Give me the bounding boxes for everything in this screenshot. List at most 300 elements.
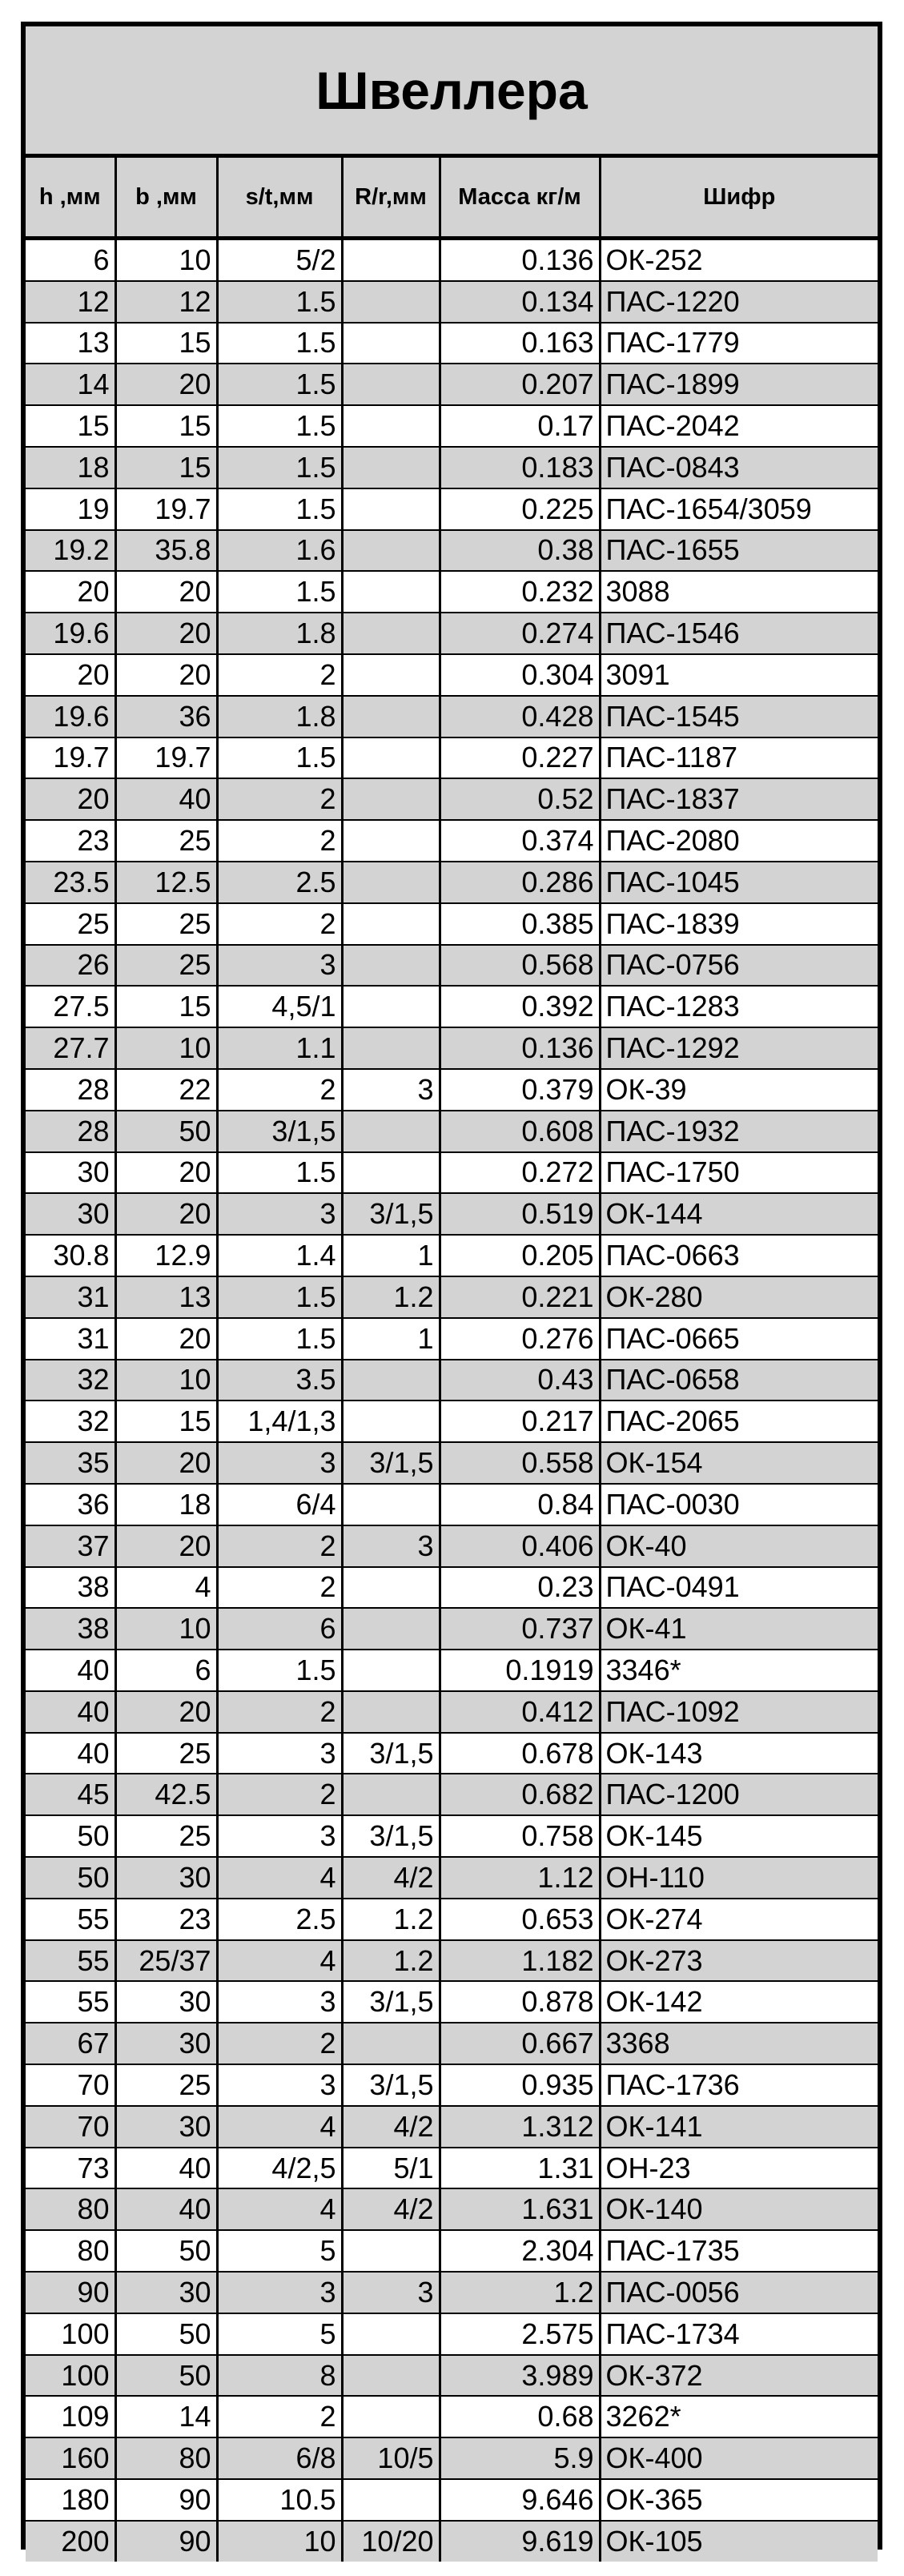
cell-mass: 0.52 <box>440 778 600 820</box>
cell-s-t: 6/8 <box>217 2437 342 2479</box>
cell-mass: 0.737 <box>440 1608 600 1650</box>
cell-s-t: 1.5 <box>217 1276 342 1318</box>
cell-code: ПАС-1045 <box>600 862 878 903</box>
cell-h: 67 <box>26 2023 115 2064</box>
table-row <box>26 1608 878 1650</box>
table-row <box>26 2479 878 2521</box>
cell-r <box>342 571 440 613</box>
cell-b: 20 <box>115 1525 217 1567</box>
table-row <box>26 530 878 572</box>
cell-s-t: 3 <box>217 1442 342 1484</box>
cell-code: ПАС-0663 <box>600 1235 878 1276</box>
cell-h: 109 <box>26 2396 115 2437</box>
cell-b: 40 <box>115 778 217 820</box>
cell-mass: 0.274 <box>440 613 600 654</box>
cell-mass: 0.758 <box>440 1815 600 1857</box>
cell-code: ПАС-0756 <box>600 945 878 987</box>
cell-b: 22 <box>115 1069 217 1111</box>
cell-r: 3/1,5 <box>342 1815 440 1857</box>
cell-b: 25 <box>115 903 217 945</box>
cell-h: 30 <box>26 1193 115 1235</box>
cell-code: 3368 <box>600 2023 878 2064</box>
cell-code: ПАС-0665 <box>600 1318 878 1360</box>
cell-mass: 0.225 <box>440 488 600 530</box>
cell-r: 3 <box>342 2272 440 2313</box>
cell-r <box>342 2313 440 2355</box>
cell-s-t: 1.5 <box>217 364 342 405</box>
cell-h: 27.7 <box>26 1027 115 1069</box>
cell-b: 90 <box>115 2479 217 2521</box>
table-row <box>26 1111 878 1152</box>
cell-r <box>342 281 440 323</box>
table-row <box>26 1276 878 1318</box>
table-row <box>26 1193 878 1235</box>
cell-mass: 0.17 <box>440 405 600 447</box>
cell-b: 25 <box>115 1733 217 1774</box>
cell-b: 19.7 <box>115 737 217 779</box>
cell-mass: 1.182 <box>440 1940 600 1982</box>
cell-code: ПАС-0030 <box>600 1484 878 1525</box>
cell-r <box>342 2023 440 2064</box>
cell-mass: 0.935 <box>440 2064 600 2106</box>
cell-code: ОК-40 <box>600 1525 878 1567</box>
cell-code: ПАС-1220 <box>600 281 878 323</box>
cell-b: 10 <box>115 1608 217 1650</box>
cell-s-t: 1.5 <box>217 447 342 488</box>
cell-r <box>342 986 440 1027</box>
cell-code: ОК-144 <box>600 1193 878 1235</box>
cell-s-t: 1.5 <box>217 488 342 530</box>
cell-b: 10 <box>115 1027 217 1069</box>
cell-r: 5/1 <box>342 2148 440 2189</box>
cell-r <box>342 405 440 447</box>
table-row <box>26 1442 878 1484</box>
cell-r <box>342 447 440 488</box>
cell-code: ОК-280 <box>600 1276 878 1318</box>
cell-b: 30 <box>115 1857 217 1899</box>
cell-r <box>342 2230 440 2272</box>
cell-code: 3088 <box>600 571 878 613</box>
cell-r: 3 <box>342 1525 440 1567</box>
cell-h: 23.5 <box>26 862 115 903</box>
cell-b: 18 <box>115 1484 217 1525</box>
cell-code: ПАС-2065 <box>600 1401 878 1442</box>
table-row <box>26 2023 878 2064</box>
table-row <box>26 1152 878 1194</box>
cell-b: 25 <box>115 820 217 862</box>
cell-code: ПАС-1750 <box>600 1152 878 1194</box>
cell-b: 20 <box>115 1193 217 1235</box>
cell-b: 15 <box>115 986 217 1027</box>
cell-code: ПАС-1546 <box>600 613 878 654</box>
cell-s-t: 2.5 <box>217 862 342 903</box>
cell-mass: 0.678 <box>440 1733 600 1774</box>
cell-h: 90 <box>26 2272 115 2313</box>
cell-b: 10 <box>115 1360 217 1401</box>
cell-h: 19.6 <box>26 613 115 654</box>
cell-h: 50 <box>26 1857 115 1899</box>
table-row <box>26 447 878 488</box>
cell-s-t: 1.5 <box>217 1318 342 1360</box>
cell-h: 32 <box>26 1360 115 1401</box>
cell-b: 12.5 <box>115 862 217 903</box>
cell-r: 10/5 <box>342 2437 440 2479</box>
table-row <box>26 903 878 945</box>
cell-h: 14 <box>26 364 115 405</box>
cell-b: 50 <box>115 2230 217 2272</box>
table-row <box>26 862 878 903</box>
cell-s-t: 3 <box>217 945 342 987</box>
cell-s-t: 4,5/1 <box>217 986 342 1027</box>
cell-b: 4 <box>115 1567 217 1609</box>
cell-b: 40 <box>115 2148 217 2189</box>
cell-h: 38 <box>26 1567 115 1609</box>
table-row <box>26 1027 878 1069</box>
cell-h: 55 <box>26 1940 115 1982</box>
cell-h: 20 <box>26 654 115 696</box>
cell-s-t: 1.8 <box>217 613 342 654</box>
cell-code: ПАС-1779 <box>600 323 878 364</box>
cell-r <box>342 1401 440 1442</box>
cell-s-t: 3 <box>217 1193 342 1235</box>
cell-h: 40 <box>26 1691 115 1733</box>
cell-code: ПАС-1292 <box>600 1027 878 1069</box>
cell-h: 28 <box>26 1111 115 1152</box>
cell-b: 30 <box>115 2272 217 2313</box>
cell-h: 31 <box>26 1318 115 1360</box>
table-row <box>26 1650 878 1691</box>
cell-h: 26 <box>26 945 115 987</box>
cell-mass: 0.163 <box>440 323 600 364</box>
table-row <box>26 1815 878 1857</box>
table-row <box>26 1899 878 1940</box>
cell-b: 15 <box>115 447 217 488</box>
cell-r: 3/1,5 <box>342 2064 440 2106</box>
cell-s-t: 2 <box>217 1525 342 1567</box>
table-row <box>26 1691 878 1733</box>
cell-code: ПАС-2080 <box>600 820 878 862</box>
table-row <box>26 1318 878 1360</box>
cell-b: 20 <box>115 1442 217 1484</box>
column-header-code: Шифр <box>600 158 878 239</box>
table-row <box>26 571 878 613</box>
cell-h: 20 <box>26 571 115 613</box>
cell-r: 3/1,5 <box>342 1442 440 1484</box>
cell-s-t: 3.5 <box>217 1360 342 1401</box>
cell-r <box>342 820 440 862</box>
cell-b: 50 <box>115 2313 217 2355</box>
table-row <box>26 1360 878 1401</box>
cell-s-t: 1.5 <box>217 1152 342 1194</box>
cell-s-t: 2 <box>217 2396 342 2437</box>
cell-code: ОК-105 <box>600 2521 878 2562</box>
cell-h: 70 <box>26 2106 115 2148</box>
cell-h: 200 <box>26 2521 115 2562</box>
cell-r <box>342 903 440 945</box>
table-row <box>26 820 878 862</box>
cell-s-t: 1.5 <box>217 737 342 779</box>
cell-mass: 5.9 <box>440 2437 600 2479</box>
table-row <box>26 2313 878 2355</box>
cell-code: ОК-252 <box>600 239 878 281</box>
cell-s-t: 2 <box>217 1567 342 1609</box>
cell-b: 25/37 <box>115 1940 217 1982</box>
cell-code: ПАС-1654/3059 <box>600 488 878 530</box>
cell-s-t: 1,4/1,3 <box>217 1401 342 1442</box>
cell-r: 4/2 <box>342 1857 440 1899</box>
cell-b: 23 <box>115 1899 217 1940</box>
cell-code: ПАС-0491 <box>600 1567 878 1609</box>
cell-s-t: 5 <box>217 2313 342 2355</box>
table-row <box>26 2396 878 2437</box>
cell-mass: 0.304 <box>440 654 600 696</box>
table-row <box>26 281 878 323</box>
cell-mass: 0.412 <box>440 1691 600 1733</box>
cell-r <box>342 1111 440 1152</box>
cell-r <box>342 2396 440 2437</box>
cell-code: ОК-365 <box>600 2479 878 2521</box>
cell-s-t: 5 <box>217 2230 342 2272</box>
cell-r <box>342 530 440 572</box>
cell-code: ОК-41 <box>600 1608 878 1650</box>
table-row <box>26 1401 878 1442</box>
cell-mass: 0.136 <box>440 239 600 281</box>
cell-s-t: 2 <box>217 778 342 820</box>
cell-r <box>342 1567 440 1609</box>
cell-code: ПАС-1734 <box>600 2313 878 2355</box>
table-row <box>26 2355 878 2397</box>
cell-h: 32 <box>26 1401 115 1442</box>
cell-r <box>342 1027 440 1069</box>
cell-h: 31 <box>26 1276 115 1318</box>
cell-s-t: 3 <box>217 1733 342 1774</box>
table-row <box>26 405 878 447</box>
table-row <box>26 778 878 820</box>
table-row <box>26 1940 878 1982</box>
cell-code: ОК-372 <box>600 2355 878 2397</box>
table-row <box>26 2188 878 2230</box>
cell-s-t: 10.5 <box>217 2479 342 2521</box>
table-row <box>26 1981 878 2023</box>
table-row <box>26 1235 878 1276</box>
cell-b: 30 <box>115 1981 217 2023</box>
table-row <box>26 1774 878 1815</box>
cell-r <box>342 323 440 364</box>
cell-h: 37 <box>26 1525 115 1567</box>
column-header-r: R/r,мм <box>342 158 440 239</box>
table-row <box>26 945 878 987</box>
cell-b: 13 <box>115 1276 217 1318</box>
cell-r: 1.2 <box>342 1276 440 1318</box>
cell-code: ПАС-1736 <box>600 2064 878 2106</box>
table-row <box>26 1069 878 1111</box>
cell-h: 50 <box>26 1815 115 1857</box>
table-body <box>26 239 878 2562</box>
cell-b: 40 <box>115 2188 217 2230</box>
cell-h: 100 <box>26 2355 115 2397</box>
cell-r: 3/1,5 <box>342 1193 440 1235</box>
cell-r: 1 <box>342 1318 440 1360</box>
cell-h: 6 <box>26 239 115 281</box>
cell-r <box>342 364 440 405</box>
cell-b: 20 <box>115 1691 217 1733</box>
table-row <box>26 2230 878 2272</box>
cell-b: 20 <box>115 571 217 613</box>
cell-h: 13 <box>26 323 115 364</box>
cell-code: ОК-142 <box>600 1981 878 2023</box>
table-row <box>26 2437 878 2479</box>
cell-mass: 0.43 <box>440 1360 600 1401</box>
column-header-mass: Масса кг/м <box>440 158 600 239</box>
cell-mass: 2.575 <box>440 2313 600 2355</box>
cell-r: 1 <box>342 1235 440 1276</box>
channel-table <box>26 158 878 2562</box>
cell-s-t: 3 <box>217 2064 342 2106</box>
cell-mass: 1.312 <box>440 2106 600 2148</box>
table-row <box>26 737 878 779</box>
cell-s-t: 2 <box>217 1069 342 1111</box>
cell-code: 3091 <box>600 654 878 696</box>
cell-code: ПАС-0056 <box>600 2272 878 2313</box>
cell-mass: 0.428 <box>440 696 600 737</box>
cell-code: ПАС-1735 <box>600 2230 878 2272</box>
cell-s-t: 1.8 <box>217 696 342 737</box>
cell-h: 70 <box>26 2064 115 2106</box>
cell-code: ПАС-1839 <box>600 903 878 945</box>
cell-r: 1.2 <box>342 1940 440 1982</box>
table-row <box>26 1733 878 1774</box>
cell-b: 19.7 <box>115 488 217 530</box>
cell-mass: 0.406 <box>440 1525 600 1567</box>
cell-code: ОК-400 <box>600 2437 878 2479</box>
cell-b: 35.8 <box>115 530 217 572</box>
cell-h: 18 <box>26 447 115 488</box>
cell-code: ПАС-2042 <box>600 405 878 447</box>
cell-mass: 0.272 <box>440 1152 600 1194</box>
cell-s-t: 4 <box>217 1940 342 1982</box>
cell-b: 20 <box>115 613 217 654</box>
cell-mass: 0.23 <box>440 1567 600 1609</box>
cell-r <box>342 2355 440 2397</box>
cell-code: ОК-273 <box>600 1940 878 1982</box>
cell-r <box>342 1152 440 1194</box>
cell-r <box>342 696 440 737</box>
table-row <box>26 2148 878 2189</box>
cell-r: 3/1,5 <box>342 1981 440 2023</box>
cell-s-t: 2 <box>217 654 342 696</box>
cell-code: ПАС-1200 <box>600 1774 878 1815</box>
table-row <box>26 1484 878 1525</box>
cell-s-t: 2.5 <box>217 1899 342 1940</box>
cell-b: 36 <box>115 696 217 737</box>
cell-b: 15 <box>115 405 217 447</box>
cell-h: 73 <box>26 2148 115 2189</box>
cell-r: 3/1,5 <box>342 1733 440 1774</box>
cell-h: 30 <box>26 1152 115 1194</box>
cell-s-t: 1.5 <box>217 1650 342 1691</box>
cell-code: ОН-110 <box>600 1857 878 1899</box>
cell-s-t: 3 <box>217 1815 342 1857</box>
channel-table-sheet <box>21 22 882 2558</box>
cell-b: 42.5 <box>115 1774 217 1815</box>
cell-mass: 1.12 <box>440 1857 600 1899</box>
cell-mass: 0.276 <box>440 1318 600 1360</box>
cell-s-t: 3 <box>217 2272 342 2313</box>
cell-r <box>342 1774 440 1815</box>
cell-mass: 1.2 <box>440 2272 600 2313</box>
cell-mass: 0.84 <box>440 1484 600 1525</box>
cell-code: 3262* <box>600 2396 878 2437</box>
cell-s-t: 2 <box>217 903 342 945</box>
cell-r <box>342 654 440 696</box>
cell-b: 90 <box>115 2521 217 2562</box>
cell-mass: 9.646 <box>440 2479 600 2521</box>
cell-s-t: 4 <box>217 2188 342 2230</box>
cell-b: 30 <box>115 2023 217 2064</box>
cell-b: 20 <box>115 364 217 405</box>
cell-code: ОК-39 <box>600 1069 878 1111</box>
cell-s-t: 1.4 <box>217 1235 342 1276</box>
cell-mass: 0.134 <box>440 281 600 323</box>
cell-b: 10 <box>115 239 217 281</box>
cell-b: 6 <box>115 1650 217 1691</box>
table-row <box>26 2272 878 2313</box>
cell-s-t: 2 <box>217 820 342 862</box>
cell-code: ОН-23 <box>600 2148 878 2189</box>
cell-mass: 0.232 <box>440 571 600 613</box>
table-row <box>26 654 878 696</box>
table-row <box>26 2106 878 2148</box>
cell-r <box>342 1608 440 1650</box>
cell-s-t: 4/2,5 <box>217 2148 342 2189</box>
cell-b: 30 <box>115 2106 217 2148</box>
table-row <box>26 1857 878 1899</box>
cell-r: 3 <box>342 1069 440 1111</box>
cell-mass: 0.227 <box>440 737 600 779</box>
cell-code: ПАС-1187 <box>600 737 878 779</box>
cell-mass: 3.989 <box>440 2355 600 2397</box>
cell-h: 45 <box>26 1774 115 1815</box>
cell-r <box>342 488 440 530</box>
cell-h: 80 <box>26 2188 115 2230</box>
cell-h: 80 <box>26 2230 115 2272</box>
cell-b: 50 <box>115 1111 217 1152</box>
cell-h: 25 <box>26 903 115 945</box>
cell-b: 20 <box>115 1152 217 1194</box>
cell-s-t: 4 <box>217 2106 342 2148</box>
table-row <box>26 239 878 281</box>
cell-code: ОК-143 <box>600 1733 878 1774</box>
cell-code: ПАС-0658 <box>600 1360 878 1401</box>
cell-mass: 0.379 <box>440 1069 600 1111</box>
cell-h: 180 <box>26 2479 115 2521</box>
cell-code: ПАС-1655 <box>600 530 878 572</box>
cell-h: 19.2 <box>26 530 115 572</box>
table-row <box>26 323 878 364</box>
cell-code: ПАС-0843 <box>600 447 878 488</box>
cell-h: 27.5 <box>26 986 115 1027</box>
cell-s-t: 3/1,5 <box>217 1111 342 1152</box>
cell-r: 4/2 <box>342 2106 440 2148</box>
cell-b: 20 <box>115 1318 217 1360</box>
cell-s-t: 1.6 <box>217 530 342 572</box>
cell-r <box>342 1360 440 1401</box>
cell-h: 28 <box>26 1069 115 1111</box>
table-row <box>26 1525 878 1567</box>
cell-code: ОК-140 <box>600 2188 878 2230</box>
cell-mass: 0.207 <box>440 364 600 405</box>
cell-h: 35 <box>26 1442 115 1484</box>
